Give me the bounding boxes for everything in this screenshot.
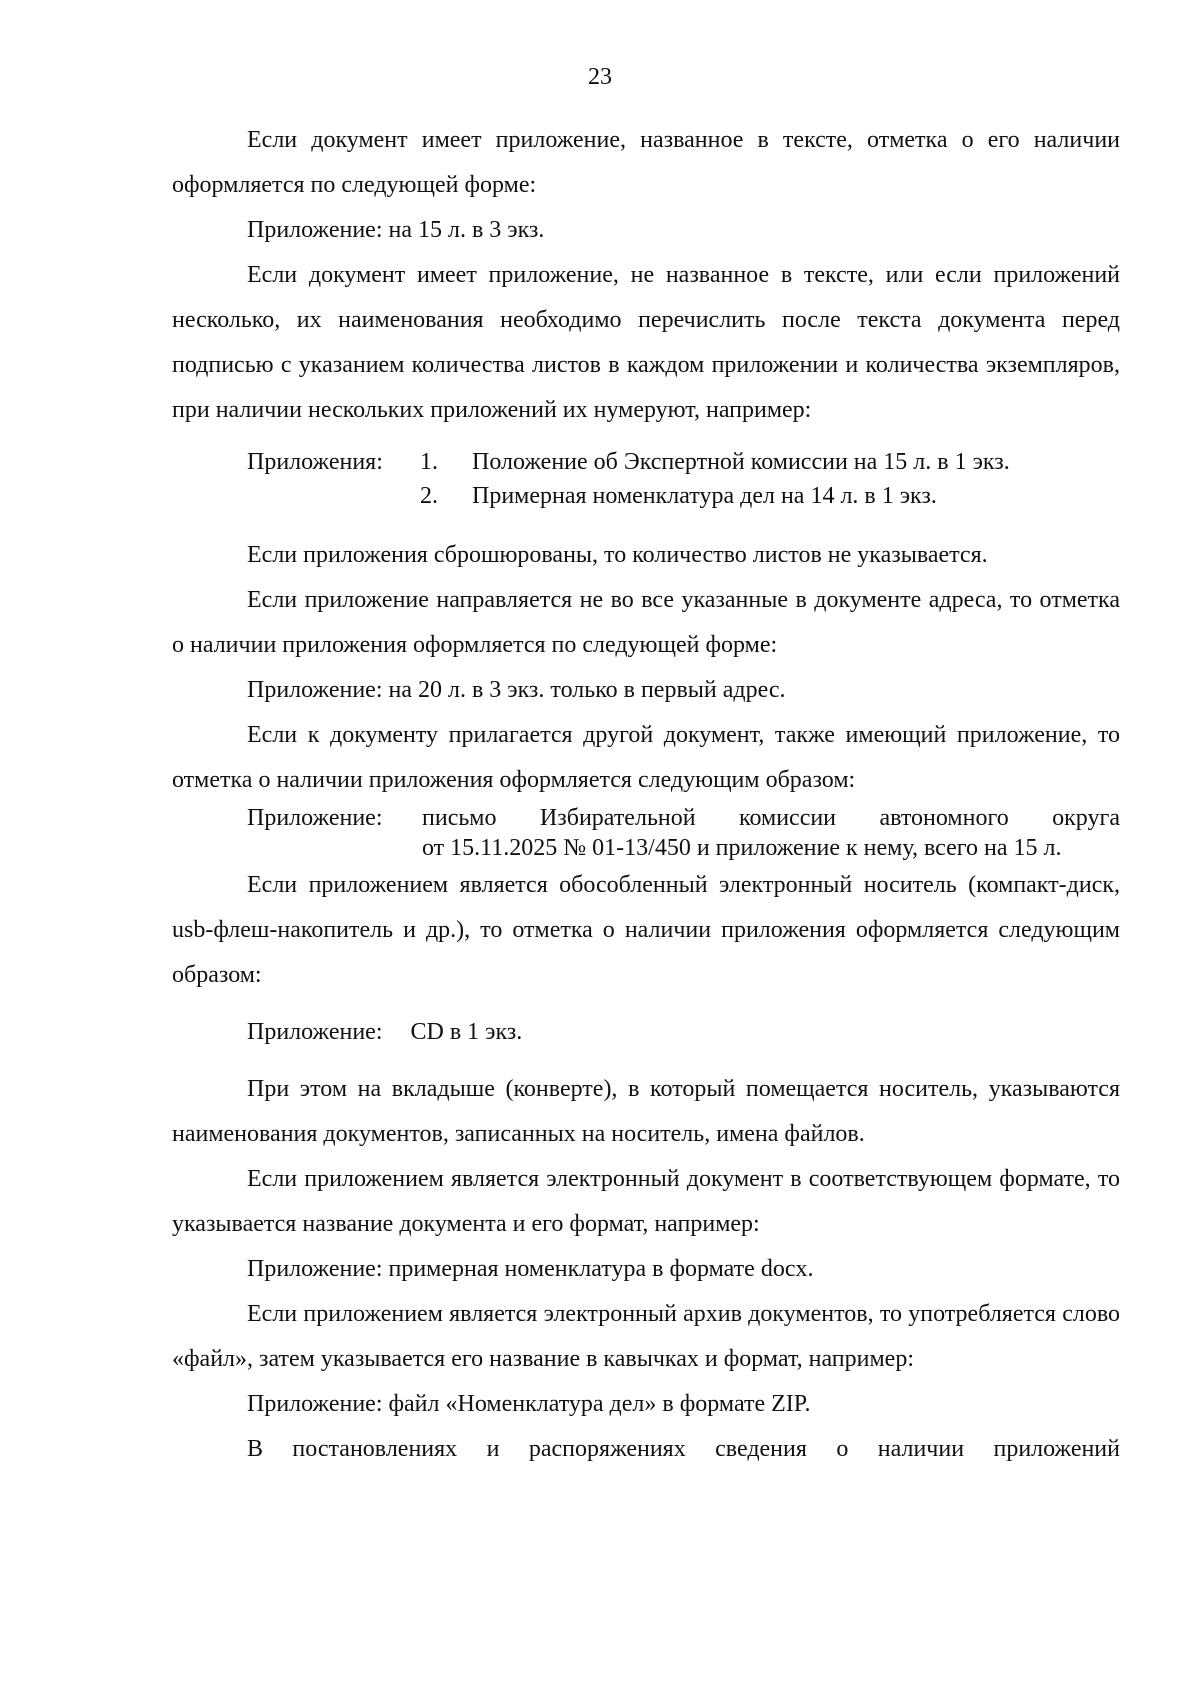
attachment-letter-line1: письмо Избирательной комиссии автономного округа [422,805,1120,831]
paragraph-resolutions: В постановлениях и распоряжениях сведения о наличии приложений [247,1436,1120,1462]
attachments-list-example [172,445,1120,513]
page-number: 23 [588,64,612,90]
example-attachment-simple: Приложение: на 15 л. в 3 экз. [247,217,545,243]
paragraph-partial-addresses: Если приложение направляется не во все указанные в документе адреса, то отметка о наличии приложения оформляется по следующей форме: [172,587,1120,658]
paragraph-electronic-media: Если приложением является обособленный электронный носитель (компакт-диск, usb-флеш-накопитель и др.), то отметка о наличии приложения оформляется следующим образом: [172,872,1120,988]
paragraph-named-attachment: Если документ имеет приложение, названное в тексте, отметка о его наличии оформляется по следующей форме: [172,127,1120,198]
example-attachment-cd-label: Приложение: [247,1019,383,1045]
attachments-list-item-text: Примерная номенклатура дел на 14 л. в 1 экз. [472,483,937,509]
example-attachment-cd [172,1010,1120,1055]
attachments-list-item [420,445,1120,479]
attachment-letter-label: Приложение: [247,805,383,831]
attachments-list-item [420,479,1120,513]
example-attachment-first-address: Приложение: на 20 л. в 3 экз. только в первый адрес. [247,677,786,703]
attachments-list-item-text: Положение об Экспертной комиссии на 15 л. в 1 экз. [472,449,1010,475]
paragraph-electronic-archive: Если приложением является электронный архив документов, то употребляется слово «файл», затем указывается его название в кавычках и формат, например: [172,1301,1120,1372]
example-attachment-zip: Приложение: файл «Номенклатура дел» в формате ZIP. [247,1391,811,1417]
paragraph-electronic-document: Если приложением является электронный документ в соответствующем формате, то указывается название документа и его формат, например: [172,1166,1120,1237]
attachment-letter-example [172,803,1120,863]
attachments-list-item-number: 1. [420,449,438,475]
paragraph-bound-attachments: Если приложения сброшюрованы, то количество листов не указывается. [247,542,988,568]
attachment-letter-line2: от 15.11.2025 № 01-13/450 и приложение к нему, всего на 15 л. [422,835,1062,861]
attachments-list-label: Приложения: [247,449,383,475]
attachments-list-item-number: 2. [420,483,438,509]
paragraph-multiple-attachments: Если документ имеет приложение, не названное в тексте, или если приложений несколько, их наименования необходимо перечислить после текста документа перед подписью с указанием количества листов в каждом приложении и количества экземпляров, при наличии нескольких приложений их нумеруют, например: [172,262,1120,423]
example-attachment-docx: Приложение: примерная номенклатура в формате docx. [247,1256,814,1282]
example-attachment-cd-value: CD в 1 экз. [410,1019,523,1045]
paragraph-attached-document: Если к документу прилагается другой документ, также имеющий приложение, то отметка о наличии приложения оформляется следующим образом: [172,722,1120,793]
paragraph-envelope-insert: При этом на вкладыше (конверте), в который помещается носитель, указываются наименования документов, записанных на носитель, имена файлов. [172,1076,1120,1147]
document-body [172,118,1120,1472]
